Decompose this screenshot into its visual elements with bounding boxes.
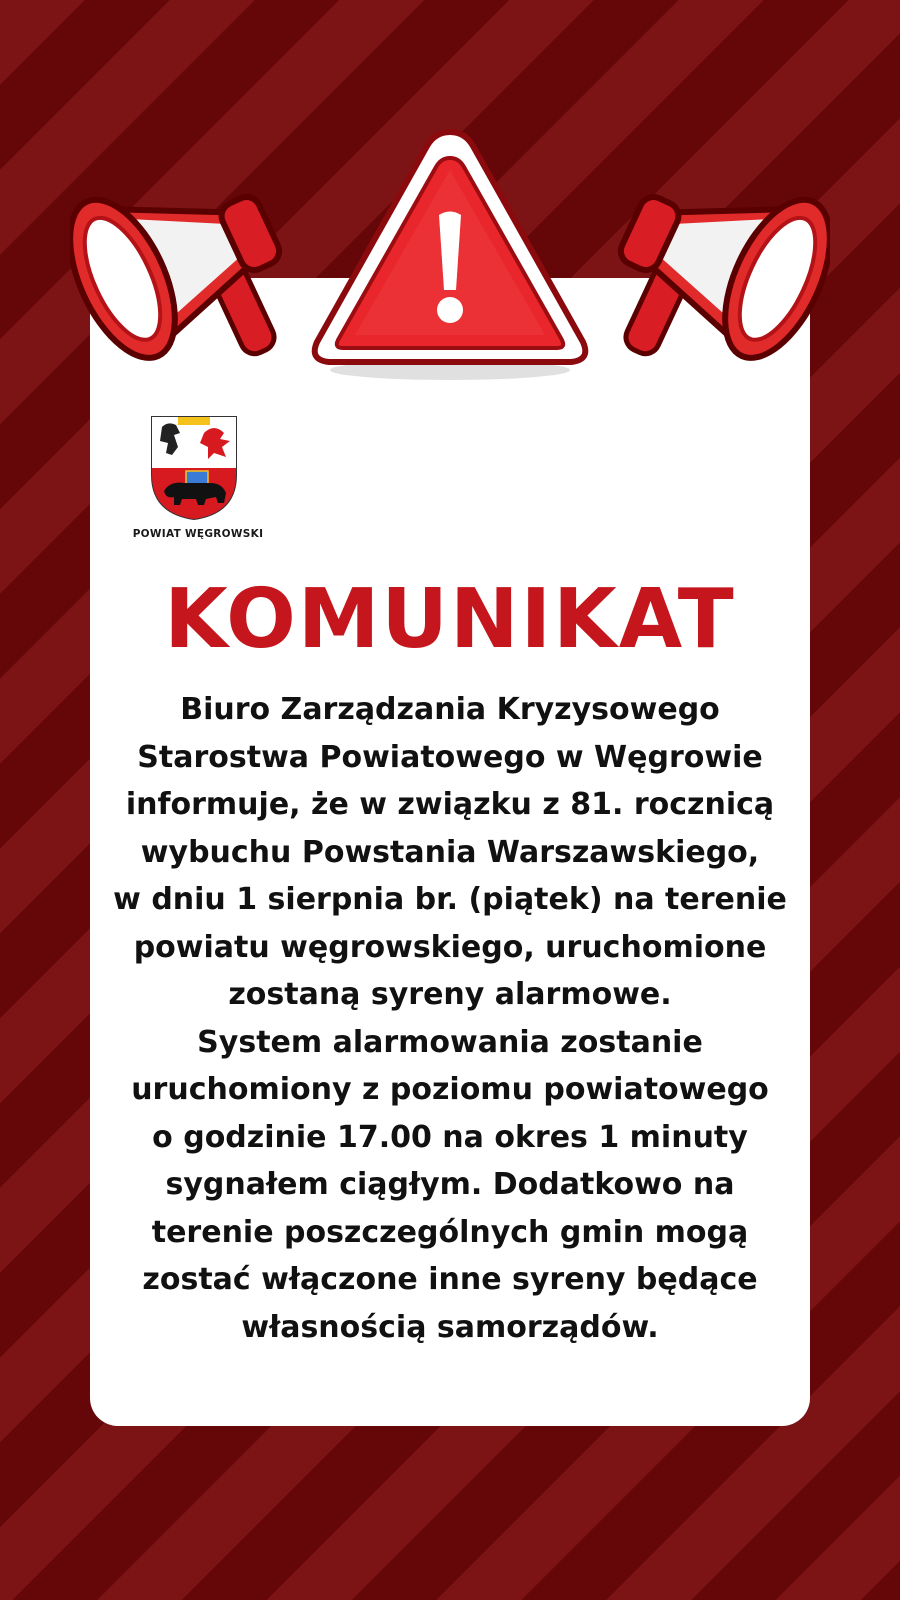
announcement-text: [95, 686, 805, 1351]
organization-name: POWIAT WĘGROWSKI: [132, 528, 264, 540]
message-line: informuje, że w związku z 81. rocznicą: [125, 787, 775, 822]
message-line: wybuchu Powstania Warszawskiego,: [140, 834, 760, 870]
megaphone-icon: [70, 110, 320, 380]
warning-triangle-icon: [305, 120, 595, 385]
megaphone-icon: [580, 110, 830, 380]
message-line: Biuro Zarządzania Kryzysowego: [180, 692, 720, 727]
page-title: KOMUNIKAT: [164, 572, 736, 667]
message-line: sygnałem ciągłym. Dodatkowo na: [165, 1167, 735, 1202]
message-line: własnością samorządów.: [241, 1309, 659, 1345]
message-line: w dniu 1 sierpnia br. (piątek) na terenie: [113, 882, 787, 917]
message-line: uruchomiony z poziomu powiatowego: [131, 1072, 769, 1107]
message-line: zostaną syreny alarmowe.: [228, 977, 672, 1012]
message-line: zostać włączone inne syreny będące: [142, 1262, 758, 1297]
message-line: terenie poszczególnych gmin mogą: [151, 1214, 749, 1250]
message-line: powiatu węgrowskiego, uruchomione: [133, 929, 767, 965]
message-line: Starostwa Powiatowego w Węgrowie: [137, 739, 763, 775]
coat-of-arms-icon: [148, 413, 240, 523]
message-line: o godzinie 17.00 na okres 1 minuty: [152, 1119, 748, 1155]
message-line: System alarmowania zostanie: [197, 1024, 703, 1060]
